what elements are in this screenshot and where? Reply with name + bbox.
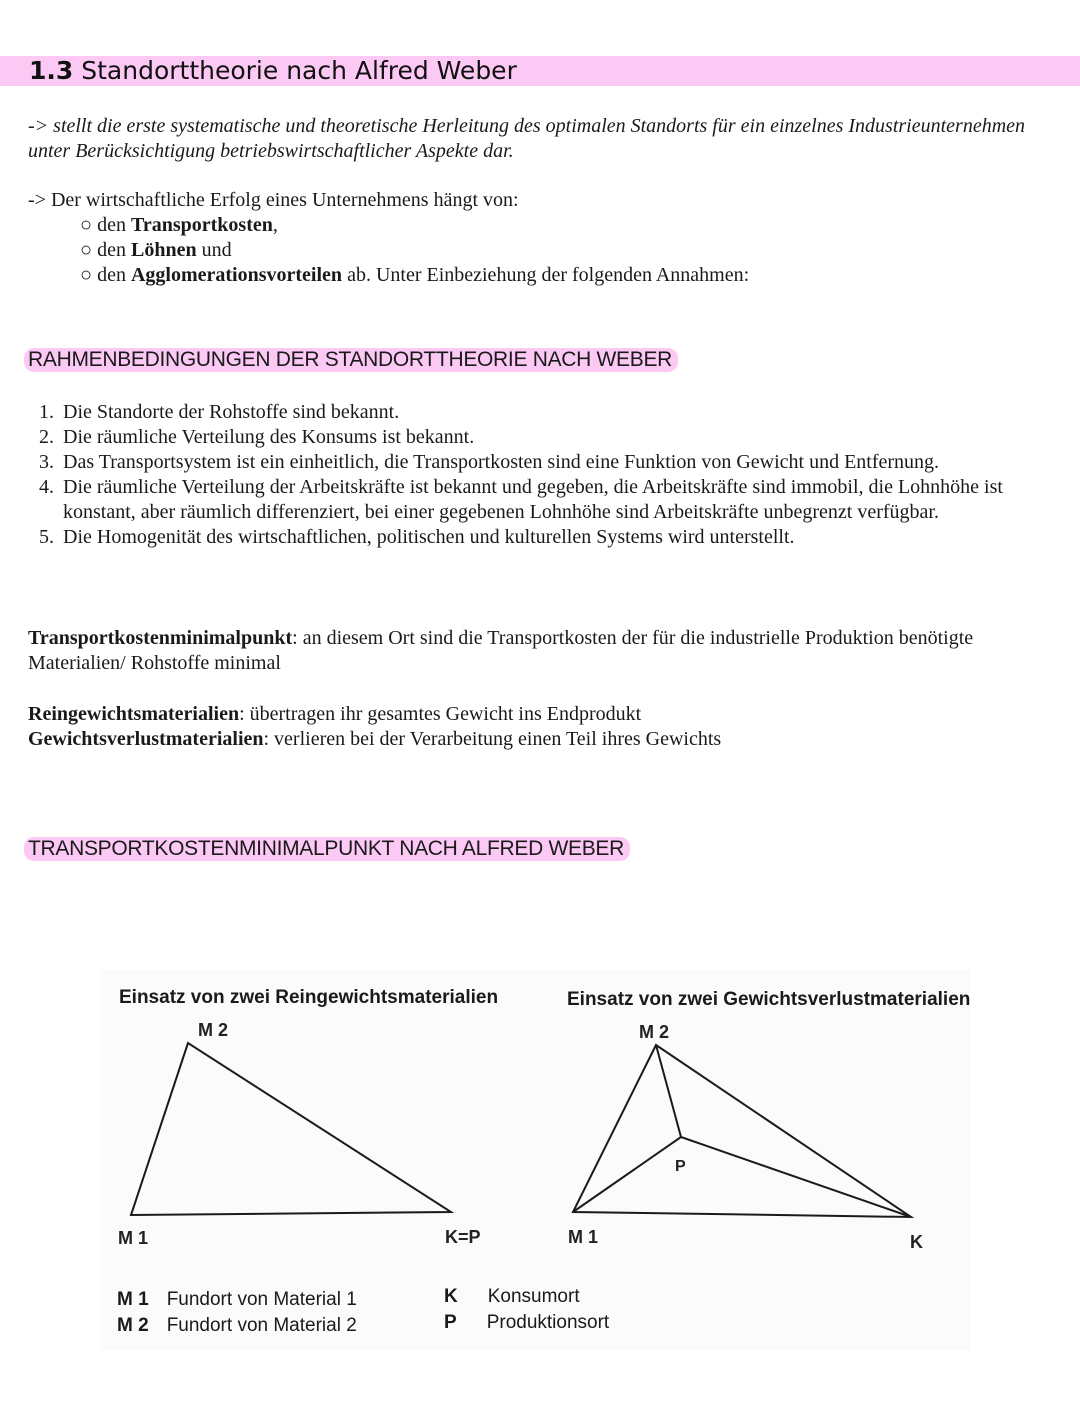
definition-transportkostenminimalpunkt: Transportkostenminimalpunkt: an diesem Ort sind die Transportkosten der für die industrielle Produktion benötigte Materialien/ Rohstoffe minimal <box>28 627 974 674</box>
factor-item: ○ den Löhnen und <box>80 238 1048 263</box>
diagram-right-title: Einsatz von zwei Gewichtsverlustmaterialien <box>567 989 971 1010</box>
right-triangle-outline <box>573 1045 911 1217</box>
legend-m1: M 1 Fundort von Material 1 <box>117 1289 357 1310</box>
condition-item: 3. Das Transportsystem ist ein einheitlich, die Transportkosten sind eine Funktion von Gewicht und Entfernung. <box>39 451 940 473</box>
heading-transportkostenminimalpunkt: TRANSPORTKOSTENMINIMALPUNKT NACH ALFRED WEBER <box>24 837 630 861</box>
legend-p: P Produktionsort <box>444 1312 610 1333</box>
left-m2-label: M 2 <box>198 1020 229 1040</box>
heading-rahmenbedingungen: RAHMENBEDINGUNGEN DER STANDORTTHEORIE NACH WEBER <box>24 348 678 372</box>
definition-reingewicht: Reingewichtsmaterialien: übertragen ihr gesamtes Gewicht ins Endprodukt <box>28 703 642 725</box>
legend-k: K Konsumort <box>444 1286 580 1307</box>
right-k-label: K <box>910 1232 923 1252</box>
section-number: 1.3 <box>29 56 74 85</box>
section-title: Standorttheorie nach Alfred Weber <box>81 56 517 85</box>
condition-item: 2. Die räumliche Verteilung des Konsums ist bekannt. <box>39 426 475 448</box>
line-p-k <box>681 1137 911 1217</box>
definition-gewichtsverlust: Gewichtsverlustmaterialien: verlieren bei der Verarbeitung einen Teil ihres Gewichts <box>28 728 722 750</box>
right-m1-label: M 1 <box>568 1227 599 1247</box>
condition-item: 1. Die Standorte der Rohstoffe sind bekannt. <box>39 401 400 423</box>
factors-lead: -> Der wirtschaftliche Erfolg eines Unternehmens hängt von: <box>28 189 519 211</box>
legend-m2: M 2 Fundort von Material 2 <box>117 1315 357 1336</box>
condition-item: 4. Die räumliche Verteilung der Arbeitskräfte ist bekannt und gegeben, die Arbeitskräfte sind immobil, die Lohnhöhe ist konstant, aber räumlich differenziert, bei einer gegebenen Lohnhöhe sind Arbeitskräfte unbegrenzt verfügbar. <box>39 476 1003 523</box>
left-m1-label: M 1 <box>118 1228 149 1248</box>
condition-item: 5. Die Homogenität des wirtschaftlichen, politischen und kulturellen Systems wird unterstellt. <box>39 526 795 548</box>
right-m2-label: M 2 <box>639 1022 670 1042</box>
factor-item: ○ den Transportkosten, <box>80 213 1048 238</box>
line-m1-p <box>573 1137 681 1212</box>
intro-paragraph: -> stellt die erste systematische und theoretische Herleitung des optimalen Standorts für ein einzelnes Industrieunternehmen unter Berücksichtigung betriebswirtschaftlicher Aspekte dar. <box>28 115 1026 162</box>
left-kp-label: K=P <box>445 1227 481 1247</box>
left-triangle <box>131 1043 451 1215</box>
factor-item: ○ den Agglomerationsvorteilen ab. Unter Einbeziehung der folgenden Annahmen: <box>80 263 1048 288</box>
right-p-label: P <box>675 1158 686 1175</box>
diagram-left-title: Einsatz von zwei Reingewichtsmaterialien <box>119 987 499 1008</box>
